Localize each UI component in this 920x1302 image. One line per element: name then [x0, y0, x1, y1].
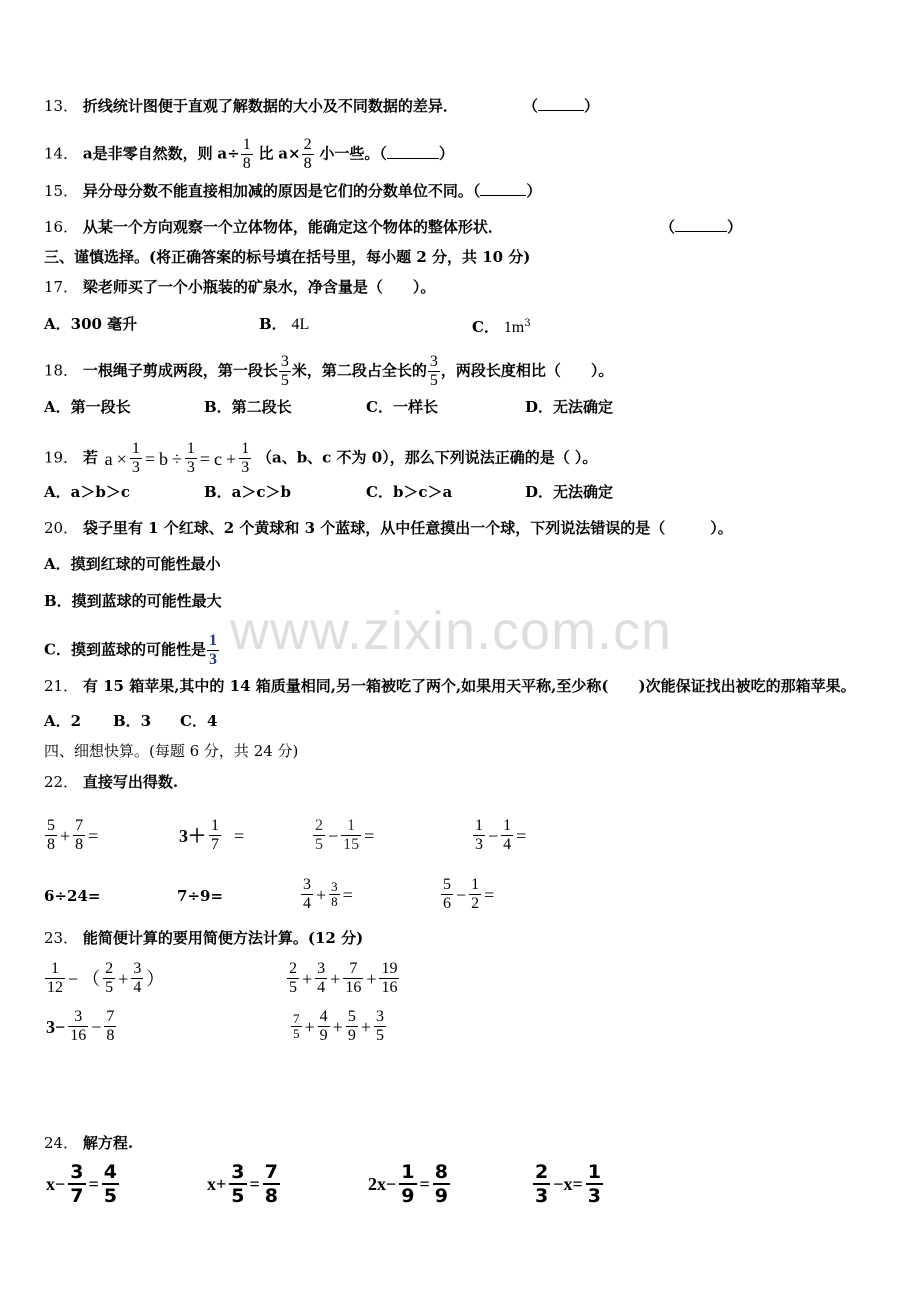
question-23 [44, 928, 363, 948]
answer-blank-16[interactable] [660, 217, 742, 237]
question-text: ，两段长度相比（ ）。 [440, 361, 614, 380]
fraction: $\frac{1}{3}$ [208, 632, 217, 668]
question-number: 18． [44, 361, 79, 380]
variable-a: a [82, 144, 93, 163]
question-14 [44, 136, 454, 173]
right-paren: ） [727, 218, 743, 236]
divide-sign: ÷ [171, 448, 182, 469]
left-paren: （ [523, 97, 539, 115]
question-text: 从某一个方向观察一个立体物体，能确定这个物体的整体形状． [82, 218, 503, 236]
option-d[interactable]: D．无法确定 [525, 398, 614, 416]
question-number: 13． [44, 97, 79, 115]
question-number: 15． [44, 182, 79, 200]
calc-expression: 3− $\frac{3}{16}$ − $\frac{7}{8}$ [46, 1008, 115, 1044]
question-text: 袋子里有 1 个红球、2 个黄球和 3 个蓝球，从中任意摸出一个球，下列说法错误的是（ ）。 [82, 519, 733, 537]
answer-blank-13[interactable] [523, 96, 599, 116]
option-b[interactable]: B．3 [113, 712, 152, 730]
question-text: 解方程. [82, 1134, 134, 1152]
question-19 [44, 440, 597, 477]
question-text: 一根绳子剪成两段，第一段长 [82, 361, 278, 380]
question-21 [44, 676, 856, 696]
fraction: $\frac{1}{3}$ [241, 440, 250, 476]
question-number: 14． [44, 144, 79, 163]
question-18 [44, 353, 613, 390]
watermark: www.zixin.com.cn [230, 601, 673, 661]
question-16 [44, 217, 503, 237]
question-number: 24． [44, 1134, 79, 1152]
equation: x− $\frac{3}{7}$ = $\frac{4}{5}$ [46, 1161, 117, 1207]
question-17 [44, 277, 435, 297]
question-number: 21． [44, 677, 79, 695]
calc-expression: $\frac{3}{4}$ + $\frac{3}{8}$ = [303, 876, 353, 912]
equation: $\frac{2}{3}$ −x= $\frac{1}{3}$ [535, 1161, 601, 1207]
calc-expression: $\frac{1}{12}$ − （ $\frac{2}{5}$ + $\frac{3}{4}$ ） [47, 960, 165, 996]
question-number: 20． [44, 519, 79, 537]
option-b[interactable]: B． 4L [259, 315, 310, 333]
question-text: 是非零自然数，则 [92, 144, 213, 163]
question-text: 直接写出得数. [82, 773, 179, 791]
question-text: 米，第二段占全长的 [291, 361, 427, 380]
right-paren: ） [438, 144, 454, 163]
question-text: 异分母分数不能直接相加减的原因是它们的分数单位不同。（ [82, 182, 481, 200]
option-a[interactable]: A．a＞b＞c [44, 483, 130, 501]
question-number: 16． [44, 218, 79, 236]
answer-blank-15[interactable] [480, 195, 526, 196]
section-heading-4: 四、细想快算。(每题 6 分，共 24 分) [44, 742, 299, 760]
calc-expression: $\frac{1}{3}$ − $\frac{1}{4}$ = [475, 817, 527, 853]
calc-expression: $\frac{7}{5}$ + $\frac{4}{9}$ + $\frac{5}{9}$ + $\frac{3}{5}$ [293, 1008, 384, 1044]
option-a[interactable]: A．摸到红球的可能性最小 [44, 555, 221, 573]
expression-a-times: a× [278, 144, 301, 163]
equation: x+ $\frac{3}{5}$ = $\frac{7}{8}$ [207, 1161, 278, 1207]
calc-expression: 6÷24= [44, 887, 101, 905]
fraction: $\frac{1}{3}$ [131, 440, 140, 476]
answer-blank-14[interactable] [387, 158, 439, 159]
right-paren: ） [526, 182, 542, 200]
question-text: 比 [258, 144, 274, 163]
times-sign: × [116, 448, 127, 469]
question-13 [44, 96, 458, 116]
question-15 [44, 181, 541, 201]
option-c[interactable]: C．4 [180, 712, 218, 730]
left-paren: （ [660, 218, 676, 236]
var-a: a [104, 448, 113, 469]
option-c[interactable]: C．一样长 [366, 398, 438, 416]
option-a[interactable]: A．第一段长 [44, 398, 131, 416]
question-24 [44, 1133, 133, 1153]
option-c[interactable]: C． $1m^3$ [472, 318, 531, 336]
question-text: 若 [82, 448, 98, 467]
question-22 [44, 772, 178, 792]
option-a[interactable]: A．2 [44, 712, 82, 730]
question-number: 23． [44, 929, 79, 947]
question-text: 有 15 箱苹果,其中的 14 箱质量相同,另一箱被吃了两个,如果用天平称,至少称( )次能保证找出被吃的那箱苹果。 [82, 677, 856, 695]
fraction: $\frac{2}{8}$ [303, 136, 312, 172]
option-d[interactable]: D．无法确定 [525, 483, 614, 501]
question-20 [44, 518, 733, 538]
option-a[interactable]: A．300 毫升 [44, 315, 138, 333]
question-text: 梁老师买了一个小瓶装的矿泉水，净含量是（ ）。 [82, 278, 436, 296]
option-b[interactable]: B．摸到蓝球的可能性最大 [44, 592, 222, 610]
var-c: c [214, 448, 223, 469]
option-b[interactable]: B．a＞c＞b [204, 483, 292, 501]
expression-a-div: a÷ [217, 144, 240, 163]
calc-expression: $\frac{5}{6}$ − $\frac{1}{2}$ = [443, 876, 495, 912]
fraction: $\frac{1}{3}$ [186, 440, 195, 476]
equals-sign: = [144, 448, 155, 469]
fraction: $\frac{1}{8}$ [242, 136, 251, 172]
calc-expression: $\frac{2}{5}$ − $\frac{1}{15}$ = [315, 817, 375, 853]
right-paren: ） [584, 97, 600, 115]
equals-sign: = [199, 448, 211, 469]
fraction: $\frac{3}{5}$ [280, 353, 289, 389]
option-b[interactable]: B．第二段长 [204, 398, 292, 416]
var-b: b [158, 448, 168, 469]
calc-expression: 7÷9= [177, 887, 224, 905]
option-c[interactable]: C．b＞c＞a [366, 483, 453, 501]
calc-expression: 3＋ $\frac{1}{7}$ = [179, 817, 245, 853]
fraction: $\frac{3}{5}$ [429, 353, 438, 389]
question-text: （a、b、c 不为 0），那么下列说法正确的是（ ）。 [256, 448, 598, 467]
section-heading-3: 三、谨慎选择。(将正确答案的标号填在括号里，每小题 2 分，共 10 分) [44, 248, 531, 266]
option-c[interactable]: C．摸到蓝球的可能性是 $\frac{1}{3}$ [44, 632, 217, 668]
question-number: 19． [44, 448, 79, 467]
question-text: 折线统计图便于直观了解数据的大小及不同数据的差异． [82, 97, 458, 115]
question-number: 17． [44, 278, 79, 296]
question-text: 小一些。（ [319, 144, 387, 163]
plus-sign: + [226, 448, 237, 469]
calc-expression: $\frac{2}{5}$ + $\frac{3}{4}$ + $\frac{7}{16}$ + $\frac{19}{16}$ [289, 960, 398, 996]
equation: 2x− $\frac{1}{9}$ = $\frac{8}{9}$ [368, 1161, 448, 1207]
question-number: 22． [44, 773, 79, 791]
question-text: 能简便计算的要用简便方法计算。(12 分) [82, 929, 364, 947]
calc-expression: $\frac{5}{8}$ + $\frac{7}{8}$ = [47, 817, 99, 853]
